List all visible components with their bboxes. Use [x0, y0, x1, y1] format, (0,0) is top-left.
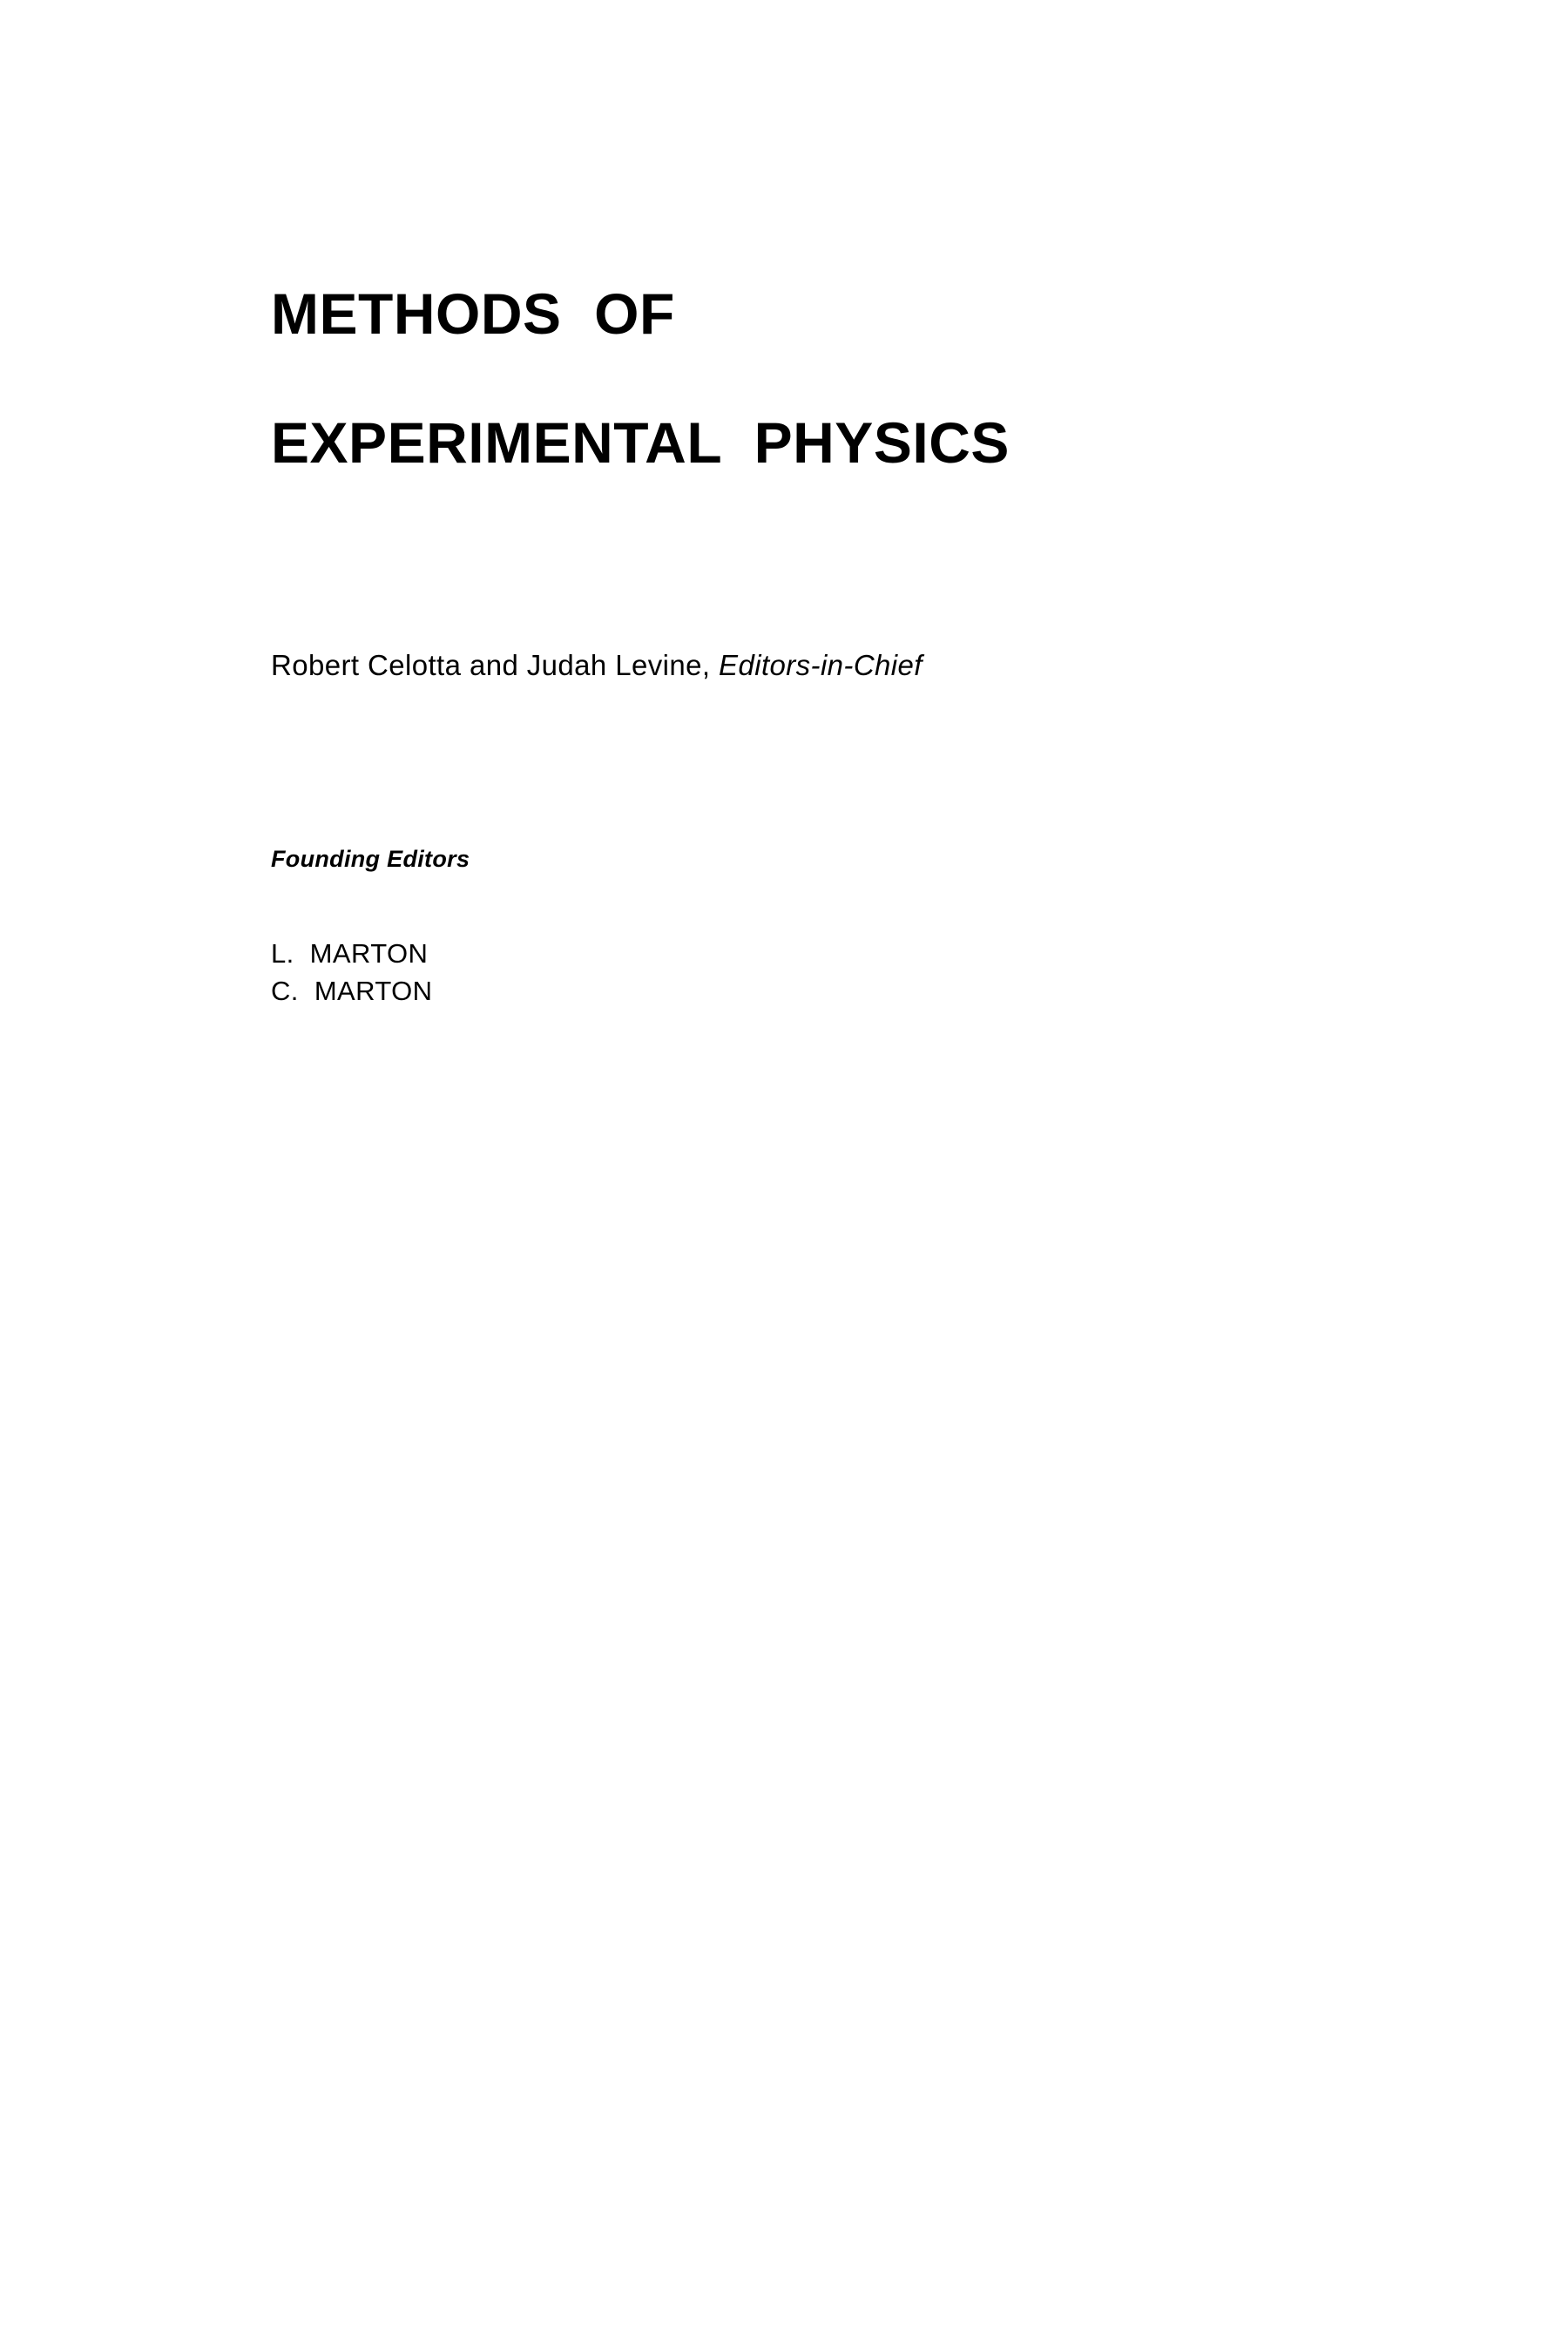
editors-in-chief-role: Editors-in-Chief [719, 648, 923, 681]
founding-editor-2: C. MARTON [271, 975, 433, 1006]
founding-editor-1: L. MARTON [271, 938, 429, 970]
book-title-line-1: METHODS OF [271, 281, 675, 346]
editors-in-chief-names: Robert Celotta and Judah Levine, [271, 648, 720, 681]
editors-in-chief [271, 646, 1360, 686]
founding-editors-list [271, 936, 1360, 1010]
title-page-content [271, 277, 1360, 1010]
book-title-line-2: EXPERIMENTAL PHYSICS [271, 409, 1010, 475]
book-title [271, 277, 1360, 481]
founding-editors-label: Founding Editors [271, 846, 470, 873]
